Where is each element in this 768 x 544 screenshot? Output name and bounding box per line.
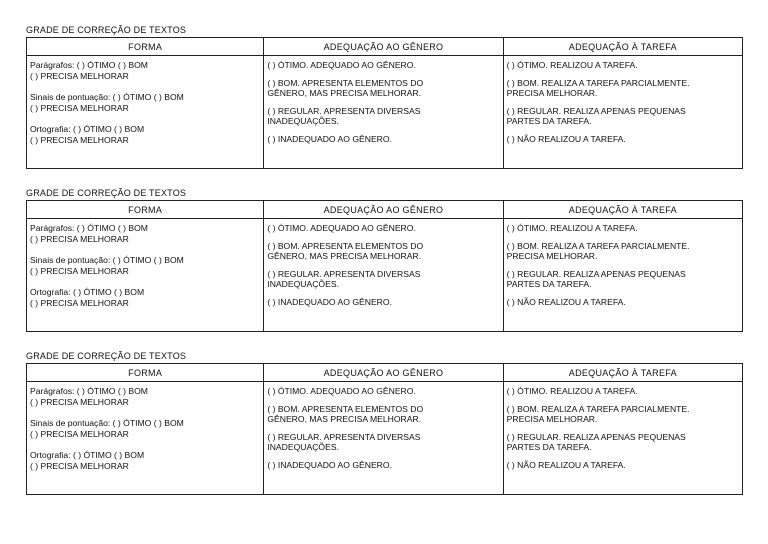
grade-section-1 — [26, 25, 743, 169]
tarefa-nao-realizou: ( ) NÃO REALIZOU A TAREFA. — [506, 459, 626, 470]
tarefa-cell — [503, 382, 742, 495]
genero-bom: ( ) BOM. APRESENTA ELEMENTOS DO GÊNERO, MAS PRECISA MELHORAR. — [267, 403, 424, 424]
grade-section-2 — [26, 188, 743, 332]
genero-regular: ( ) REGULAR. APRESENTA DIVERSAS INADEQUAÇÕES. — [267, 105, 421, 126]
forma-ortografia: Ortografia: ( ) ÓTIMO ( ) BOM ( ) PRECISA MELHORAR — [30, 124, 145, 145]
forma-paragrafos: Parágrafos: ( ) ÓTIMO ( ) BOM ( ) PRECISA MELHORAR — [30, 60, 148, 81]
tarefa-cell — [503, 219, 742, 332]
genero-cell — [264, 219, 503, 332]
header-adequacao-tarefa: ADEQUAÇÃO À TAREFA — [503, 38, 742, 56]
header-adequacao-genero: ADEQUAÇÃO AO GÊNERO — [264, 38, 503, 56]
tarefa-bom: ( ) BOM. REALIZA A TAREFA PARCIALMENTE. PRECISA MELHORAR. — [506, 240, 690, 261]
grade-title: GRADE DE CORREÇÃO DE TEXTOS — [26, 351, 187, 361]
genero-inadequado: ( ) INADEQUADO AO GÊNERO. — [267, 133, 392, 144]
tarefa-nao-realizou: ( ) NÃO REALIZOU A TAREFA. — [506, 133, 626, 144]
header-adequacao-genero: ADEQUAÇÃO AO GÊNERO — [264, 201, 503, 219]
genero-otimo: ( ) ÓTIMO. ADEQUADO AO GÊNERO. — [267, 223, 416, 233]
genero-otimo: ( ) ÓTIMO. ADEQUADO AO GÊNERO. — [267, 386, 416, 396]
forma-ortografia: Ortografia: ( ) ÓTIMO ( ) BOM ( ) PRECISA MELHORAR — [30, 450, 145, 471]
grade-table — [26, 363, 743, 495]
grade-table — [26, 200, 743, 332]
header-forma: FORMA — [27, 364, 264, 382]
tarefa-nao-realizou: ( ) NÃO REALIZOU A TAREFA. — [506, 296, 626, 307]
header-forma: FORMA — [27, 38, 264, 56]
forma-cell — [27, 219, 264, 332]
header-adequacao-genero: ADEQUAÇÃO AO GÊNERO — [264, 364, 503, 382]
forma-ortografia: Ortografia: ( ) ÓTIMO ( ) BOM ( ) PRECISA MELHORAR — [30, 287, 145, 308]
header-adequacao-tarefa: ADEQUAÇÃO À TAREFA — [503, 201, 742, 219]
genero-inadequado: ( ) INADEQUADO AO GÊNERO. — [267, 296, 392, 307]
forma-paragrafos: Parágrafos: ( ) ÓTIMO ( ) BOM ( ) PRECISA MELHORAR — [30, 223, 148, 244]
genero-cell — [264, 382, 503, 495]
tarefa-otimo: ( ) ÓTIMO. REALIZOU A TAREFA. — [506, 223, 638, 233]
forma-cell — [27, 382, 264, 495]
genero-bom: ( ) BOM. APRESENTA ELEMENTOS DO GÊNERO, MAS PRECISA MELHORAR. — [267, 240, 424, 261]
genero-otimo: ( ) ÓTIMO. ADEQUADO AO GÊNERO. — [267, 60, 416, 70]
tarefa-otimo: ( ) ÓTIMO. REALIZOU A TAREFA. — [506, 60, 638, 70]
forma-cell — [27, 56, 264, 169]
genero-regular: ( ) REGULAR. APRESENTA DIVERSAS INADEQUAÇÕES. — [267, 268, 421, 289]
tarefa-bom: ( ) BOM. REALIZA A TAREFA PARCIALMENTE. PRECISA MELHORAR. — [506, 403, 690, 424]
tarefa-regular: ( ) REGULAR. REALIZA APENAS PEQUENAS PARTES DA TAREFA. — [506, 105, 686, 126]
grade-table — [26, 37, 743, 169]
header-adequacao-tarefa: ADEQUAÇÃO À TAREFA — [503, 364, 742, 382]
genero-cell — [264, 56, 503, 169]
tarefa-regular: ( ) REGULAR. REALIZA APENAS PEQUENAS PARTES DA TAREFA. — [506, 268, 686, 289]
grade-title: GRADE DE CORREÇÃO DE TEXTOS — [26, 188, 187, 198]
tarefa-regular: ( ) REGULAR. REALIZA APENAS PEQUENAS PARTES DA TAREFA. — [506, 431, 686, 452]
forma-pontuacao: Sinais de pontuação: ( ) ÓTIMO ( ) BOM ( ) PRECISA MELHORAR — [30, 92, 184, 113]
genero-bom: ( ) BOM. APRESENTA ELEMENTOS DO GÊNERO, MAS PRECISA MELHORAR. — [267, 77, 424, 98]
genero-regular: ( ) REGULAR. APRESENTA DIVERSAS INADEQUAÇÕES. — [267, 431, 421, 452]
forma-pontuacao: Sinais de pontuação: ( ) ÓTIMO ( ) BOM ( ) PRECISA MELHORAR — [30, 255, 184, 276]
genero-inadequado: ( ) INADEQUADO AO GÊNERO. — [267, 459, 392, 470]
grade-title: GRADE DE CORREÇÃO DE TEXTOS — [26, 25, 187, 35]
grade-section-3 — [26, 351, 743, 495]
tarefa-bom: ( ) BOM. REALIZA A TAREFA PARCIALMENTE. PRECISA MELHORAR. — [506, 77, 690, 98]
forma-pontuacao: Sinais de pontuação: ( ) ÓTIMO ( ) BOM ( ) PRECISA MELHORAR — [30, 418, 184, 439]
header-forma: FORMA — [27, 201, 264, 219]
tarefa-otimo: ( ) ÓTIMO. REALIZOU A TAREFA. — [506, 386, 638, 396]
forma-paragrafos: Parágrafos: ( ) ÓTIMO ( ) BOM ( ) PRECISA MELHORAR — [30, 386, 148, 407]
tarefa-cell — [503, 56, 742, 169]
